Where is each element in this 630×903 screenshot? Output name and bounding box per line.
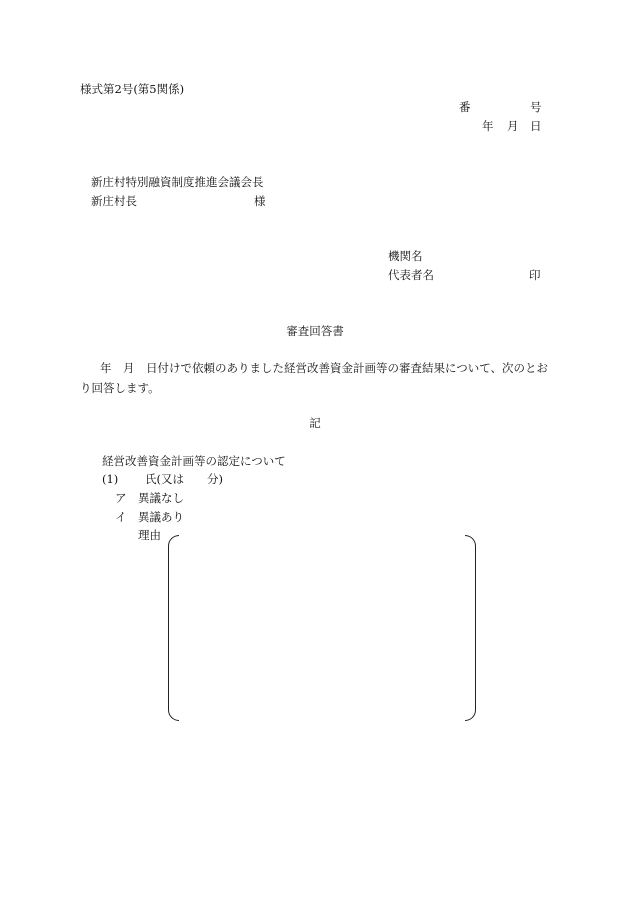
seal-mark: 印 [529, 268, 541, 282]
addressee-line1: 新庄村特別融資制度推進会議会長 [91, 175, 264, 189]
reason-bracket-right [465, 535, 476, 721]
document-number-suffix: 号 [530, 100, 542, 114]
body-paragraph: 年 月 日付けで依頼のありました経営改善資金計画等の審査結果について、次のとおり回答します。 [80, 361, 549, 395]
name-line: 氏(又は 分) [145, 472, 223, 486]
option-objection: イ 異議あり [115, 510, 184, 524]
option-no-objection: ア 異議なし [115, 491, 184, 505]
date-month: 月 [507, 119, 519, 133]
reason-label: 理由 [138, 528, 161, 542]
sender-org-label: 機関名 [388, 249, 423, 263]
item-number: (1) [102, 472, 119, 486]
form-number-label: 様式第2号(第5関係) [80, 82, 185, 96]
date-year: 年 [482, 119, 494, 133]
document-title: 審査回答書 [286, 324, 344, 338]
addressee-line2: 新庄村長 [91, 194, 137, 208]
reason-bracket-left [168, 535, 179, 721]
sender-rep-label: 代表者名 [388, 268, 434, 282]
addressee-honorific: 様 [254, 194, 266, 208]
date-day: 日 [530, 119, 542, 133]
ki-marker: 記 [309, 416, 321, 430]
document-number-label: 番 [459, 100, 471, 114]
section-heading: 経営改善資金計画等の認定について [102, 454, 286, 468]
